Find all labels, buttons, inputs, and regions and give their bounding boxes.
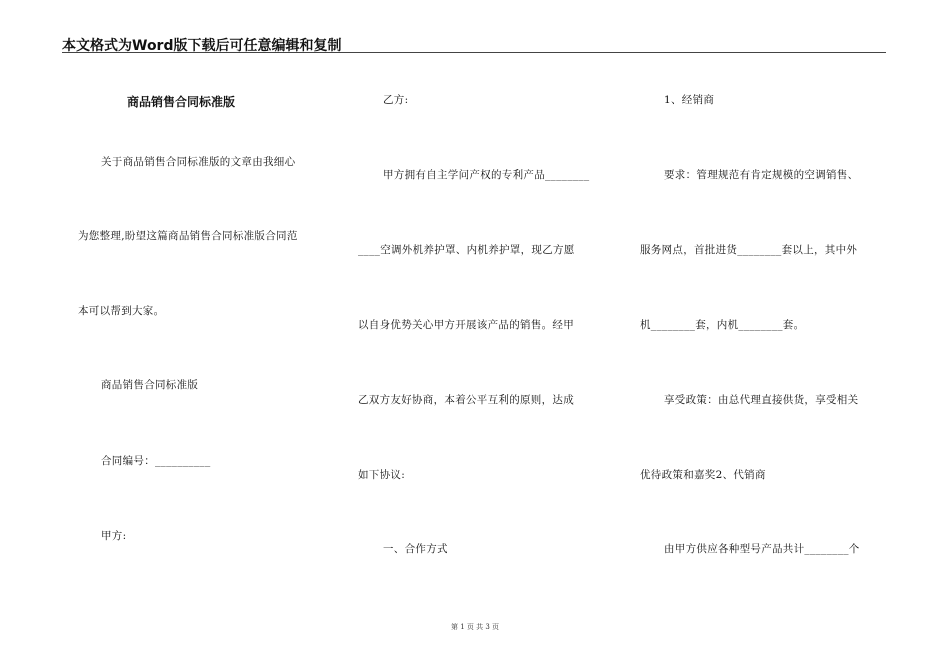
col2-line-4: 以自身优势关心甲方开展该产品的销售。经甲 — [358, 319, 574, 331]
col3-line-2: 要求：管理规范有肯定规模的空调销售、 — [664, 169, 859, 181]
party-a-line: 甲方: — [101, 530, 127, 542]
header-title: 本文格式为Word版下载后可任意编辑和复制 — [62, 38, 342, 54]
header-divider — [62, 52, 886, 53]
col2-line-2: 甲方拥有自主学问产权的专利产品________ — [383, 169, 590, 181]
party-b-line: 乙方: — [383, 94, 409, 106]
col2-line-5: 乙双方友好协商，本着公平互利的原则，达成 — [358, 394, 574, 406]
col3-line-1: 1、经销商 — [664, 94, 715, 106]
col3-line-7: 由甲方供应各种型号产品共计________个 — [664, 543, 860, 555]
col1-line-2: 为您整理,盼望这篇商品销售合同标准版合同范 — [78, 230, 298, 242]
section-heading-cooperation: 一、合作方式 — [383, 543, 448, 555]
col3-line-5: 享受政策：由总代理直接供货，享受相关 — [664, 394, 859, 406]
document-title: 商品销售合同标准版 — [127, 95, 236, 109]
page-number: 第 1 页 共 3 页 — [450, 623, 500, 631]
col3-line-4: 机________套，内机________套。 — [640, 319, 805, 331]
contract-number-line: 合同编号：__________ — [101, 455, 211, 467]
col2-line-6: 如下协议: — [358, 469, 406, 481]
col1-line-3: 本可以帮到大家。 — [78, 305, 165, 317]
col3-line-3: 服务网点，首批进货________套以上，其中外 — [640, 244, 858, 256]
col2-line-3: ____空调外机养护罩、内机养护罩，现乙方愿 — [358, 244, 575, 256]
col1-line-4: 商品销售合同标准版 — [101, 379, 199, 391]
col3-line-6: 优待政策和嘉奖2、代销商 — [640, 469, 766, 481]
col1-line-1: 关于商品销售合同标准版的文章由我细心 — [101, 156, 296, 168]
